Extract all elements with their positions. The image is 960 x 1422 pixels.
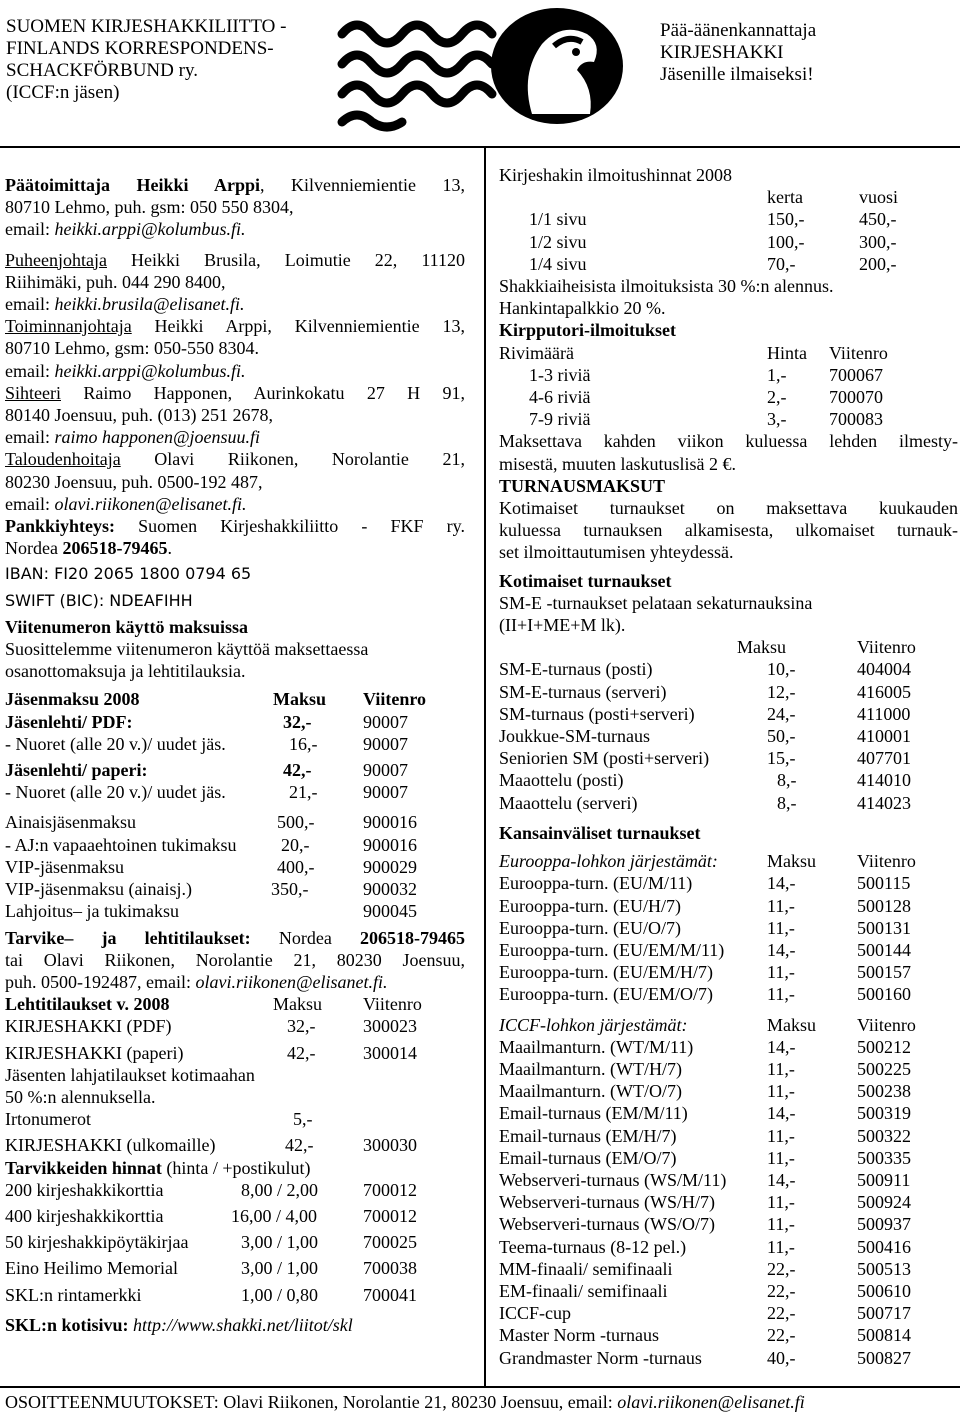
supplies-row: 200 kirjeshakkikorttia 8,00 / 2,00 700012 <box>5 1179 417 1200</box>
iccf-row: Teema-turnaus (8-12 pel.) 11,- 500416 <box>499 1236 911 1257</box>
membership-header: Jäsenmaksu 2008 Maksu Viitenro <box>5 689 426 710</box>
ad-note2: Hankintapalkkio 20 %. <box>499 298 666 319</box>
membership-row: Lahjoitus– ja tukimaksu 900045 <box>5 901 417 922</box>
supplies-row: 50 kirjeshakkipöytäkirjaa 3,00 / 1,00 700025 <box>5 1232 417 1253</box>
ad-title: Kirjeshakin ilmoitushinnat 2008 <box>499 165 732 185</box>
subs-row: KIRJESHAKKI (paperi) 42,- 300014 <box>5 1042 417 1063</box>
domestic-header: Maksu Viitenro <box>737 637 916 658</box>
exec-role: Toiminnanjohtaja <box>5 316 132 337</box>
europe-row: Eurooppa-turn. (EU/EM/H/7) 11,- 500157 <box>499 962 911 983</box>
flea-header: Rivimäärä Hinta Viitenro <box>499 342 888 363</box>
domestic-row: Maaottelu (posti) 8,- 414010 <box>499 770 911 791</box>
treasurer-line1: Taloudenhoitaja Olavi Riikonen, Norolantie 21, <box>5 449 465 470</box>
iccf-row: ICCF-cup 22,- 500717 <box>499 1303 911 1324</box>
tournament-fees-title: TURNAUSMAKSUT <box>499 475 666 496</box>
left-column <box>5 174 465 1336</box>
flea-note2: misestä, muuten laskutuslisä 2 €. <box>499 453 736 474</box>
exec-email-line: email: heikki.arppi@kolumbus.fi. <box>5 360 246 381</box>
editor-role: Päätoimittaja Heikki Arppi <box>5 175 261 195</box>
orders-line3: puh. 0500-192487, email: olavi.riikonen@elisanet.fi. <box>5 971 388 992</box>
iccf-row: Maailmanturn. (WT/O/7) 11,- 500238 <box>499 1081 911 1102</box>
chair-line2: Riihimäki, puh. 044 290 8400, <box>5 271 226 292</box>
column-divider <box>484 148 486 1386</box>
chair-email[interactable]: heikki.brusila@elisanet.fi. <box>54 294 245 315</box>
publication-line: KIRJESHAKKI <box>660 42 784 63</box>
secretary-email-line: email: raimo happonen@joensuu.fi <box>5 427 261 448</box>
iccf-row: MM-finaali/ semifinaali 22,- 500513 <box>499 1258 911 1279</box>
iccf-row: EM-finaali/ semifinaali 22,- 500610 <box>499 1280 911 1301</box>
ad-row: 1/4 sivu 70,- 200,- <box>529 253 897 274</box>
publication-line: Pää-äänenkannattaja <box>660 20 817 41</box>
treasurer-email[interactable]: olavi.riikonen@elisanet.fi. <box>54 493 247 514</box>
orders-email[interactable]: olavi.riikonen@elisanet.fi. <box>195 971 388 992</box>
secretary-email[interactable]: raimo happonen@joensuu.fi <box>54 427 261 448</box>
domestic-row: Maaottelu (serveri) 8,- 414023 <box>499 792 911 813</box>
knight-logo <box>332 4 632 132</box>
org-name-line: FINLANDS KORRESPONDENS- <box>6 38 274 59</box>
international-title: Kansainväliset turnaukset <box>499 822 701 843</box>
reference-title: Viitenumeron käyttö maksuissa <box>5 616 249 637</box>
membership-row: VIP-jäsenmaksu 400,- 900029 <box>5 856 417 877</box>
europe-row: Eurooppa-turn. (EU/M/11) 14,- 500115 <box>499 873 911 894</box>
membership-row: Jäsenlehti/ PDF: 32,- 90007 <box>5 711 408 732</box>
homepage-link[interactable]: http://www.shakki.net/liitot/skl <box>128 1314 353 1335</box>
flea-row: 4-6 riviä 2,- 700070 <box>529 387 883 408</box>
abroad-row: KIRJESHAKKI (ulkomaille) 42,- 300030 <box>5 1135 417 1156</box>
treasurer-line2: 80230 Joensuu, puh. 0500-192 487, <box>5 471 263 492</box>
subs-row: KIRJESHAKKI (PDF) 32,- 300023 <box>5 1016 417 1037</box>
reference-text2: osanottomaksuja ja lehtitilauksia. <box>5 661 246 682</box>
iccf-row: Webserveri-turnaus (WS/H/7) 11,- 500924 <box>499 1192 911 1213</box>
bank-label: Pankkiyhteys: <box>5 516 116 537</box>
right-column <box>499 164 958 1369</box>
publication-line: Jäsenille ilmaiseksi! <box>660 64 814 85</box>
tournament-text1: Kotimaiset turnaukset on maksettava kuukauden <box>499 498 958 519</box>
domestic-row: Joukkue-SM-turnaus 50,- 410001 <box>499 726 911 747</box>
orders-line2: tai Olavi Riikonen, Norolantie 21, 80230 Joensuu, <box>5 949 465 970</box>
treasurer-role: Taloudenhoitaja <box>5 449 121 470</box>
europe-row: Eurooppa-turn. (EU/O/7) 11,- 500131 <box>499 917 911 938</box>
secretary-line1: Sihteeri Raimo Happonen, Aurinkokatu 27 H 91, <box>5 382 465 403</box>
reference-text1: Suosittelemme viitenumeron käyttöä maksettaessa <box>5 639 369 660</box>
ad-row: 1/2 sivu 100,- 300,- <box>529 231 897 252</box>
exec-email[interactable]: heikki.arppi@kolumbus.fi. <box>54 360 246 381</box>
swift: SWIFT (BIC): NDEAFIHH <box>5 590 193 610</box>
iccf-row: Email-turnaus (EM/M/11) 14,- 500319 <box>499 1103 911 1124</box>
tournament-text3: set ilmoittautumisen yhteydessä. <box>499 542 734 563</box>
supplies-row: 400 kirjeshakkikorttia 16,00 / 4,00 700012 <box>5 1205 417 1226</box>
subs-header: Lehtitilaukset v. 2008 Maksu Viitenro <box>5 994 422 1015</box>
tournament-text2: kuluessa turnauksen alkamisesta, ulkomaiset turnauk- <box>499 520 958 541</box>
membership-row: Ainaisjäsenmaksu 500,- 900016 <box>5 812 417 833</box>
supplies-row: SKL:n rintamerkki 1,00 / 0,80 700041 <box>5 1284 417 1305</box>
exec-line2: 80710 Lehmo, gsm: 050-550 8304. <box>5 338 259 359</box>
org-name <box>6 16 286 104</box>
address-change-footer: OSOITTEENMUUTOKSET: Olavi Riikonen, Norolantie 21, 80230 Joensuu, email: olavi.riikonen@elisanet.fi <box>5 1392 805 1412</box>
chair-email-line: email: heikki.brusila@elisanet.fi. <box>5 294 245 315</box>
europe-header: Eurooppa-lohkon järjestämät: Maksu Viitenro <box>499 851 916 872</box>
org-name-line: SCHACKFÖRBUND ry. <box>6 60 198 81</box>
iccf-header: ICCF-lohkon järjestämät: Maksu Viitenro <box>499 1014 916 1035</box>
iccf-row: Maailmanturn. (WT/H/7) 11,- 500225 <box>499 1058 911 1079</box>
gift-line1: Jäsenten lahjatilaukset kotimaahan <box>5 1064 255 1085</box>
iccf-row: Email-turnaus (EM/O/7) 11,- 500335 <box>499 1147 911 1168</box>
bank-account: 206518-79465 <box>62 538 168 559</box>
flea-row: 7-9 riviä 3,- 700083 <box>529 409 883 430</box>
ad-row: 1/1 sivu 150,- 450,- <box>529 209 897 230</box>
publication-info <box>660 20 816 86</box>
org-name-line: (ICCF:n jäsen) <box>6 82 120 103</box>
ad-note1: Shakkiaiheisista ilmoituksista 30 %:n alennus. <box>499 276 834 297</box>
secretary-line2: 80140 Joensuu, puh. (013) 251 2678, <box>5 405 273 426</box>
org-name-line: SUOMEN KIRJESHAKKILIITTO - <box>6 16 287 37</box>
membership-row: - Nuoret (alle 20 v.)/ uudet jäs. 16,- 90007 <box>5 733 408 754</box>
chair-role: Puheenjohtaja <box>5 249 107 270</box>
flea-title: Kirpputori-ilmoitukset <box>499 320 677 341</box>
single-issue-row: Irtonumerot 5,- <box>5 1109 313 1130</box>
treasurer-email-line: email: olavi.riikonen@elisanet.fi. <box>5 493 247 514</box>
chair-line1: Puheenjohtaja Heikki Brusila, Loimutie 22, 11120 <box>5 249 465 270</box>
domestic-text1: SM-E -turnaukset pelataan sekaturnauksina <box>499 592 813 613</box>
domestic-row: SM-E-turnaus (posti) 10,- 404004 <box>499 659 911 680</box>
homepage-line: SKL:n kotisivu: http://www.shakki.net/liitot/skl <box>5 1314 353 1335</box>
europe-row: Eurooppa-turn. (EU/H/7) 11,- 500128 <box>499 895 911 916</box>
editor-line1: Päätoimittaja Heikki Arppi, Kilvenniemientie 13, <box>5 175 465 195</box>
gift-line2: 50 %:n alennuksella. <box>5 1086 156 1107</box>
iccf-row: Webserveri-turnaus (WS/O/7) 11,- 500937 <box>499 1214 911 1235</box>
editor-email-line: email: heikki.arppi@kolumbus.fi. <box>5 219 246 240</box>
iccf-row: Webserveri-turnaus (WS/M/11) 14,- 500911 <box>499 1169 911 1190</box>
exec-line1: Toiminnanjohtaja Heikki Arppi, Kilvenniemientie 13, <box>5 316 465 337</box>
iccf-row: Email-turnaus (EM/H/7) 11,- 500322 <box>499 1125 911 1146</box>
bank-line1: Pankkiyhteys: Suomen Kirjeshakkiliitto - FKF ry. <box>5 516 465 537</box>
ad-header: kerta vuosi <box>767 187 899 208</box>
bank-line2: Nordea 206518-79465. <box>5 538 172 559</box>
supplies-row: Eino Heilimo Memorial 3,00 / 1,00 700038 <box>5 1258 417 1279</box>
flea-row: 1-3 riviä 1,- 700067 <box>529 364 883 385</box>
domestic-row: SM-turnaus (posti+serveri) 24,- 411000 <box>499 703 911 724</box>
domestic-text2: (II+I+ME+M lk). <box>499 615 626 636</box>
membership-row: Jäsenlehti/ paperi: 42,- 90007 <box>5 760 408 781</box>
membership-row: - Nuoret (alle 20 v.)/ uudet jäs. 21,- 90007 <box>5 782 408 803</box>
supplies-title-line: Tarvikkeiden hinnat (hinta / +postikulut) <box>5 1157 311 1178</box>
europe-row: Eurooppa-turn. (EU/EM/O/7) 11,- 500160 <box>499 984 911 1005</box>
iccf-row: Maailmanturn. (WT/M/11) 14,- 500212 <box>499 1036 911 1057</box>
editor-line2: 80710 Lehmo, puh. gsm: 050 550 8304, <box>5 197 294 218</box>
orders-label: Tarvike– ja lehtitilaukset: <box>5 927 251 948</box>
membership-row: VIP-jäsenmaksu (ainaisj.) 350,- 900032 <box>5 879 417 900</box>
knight-logo-graphic <box>332 4 632 132</box>
flea-note1: Maksettava kahden viikon kuluessa lehden ilmesty- <box>499 431 958 452</box>
secretary-role: Sihteeri <box>5 382 61 403</box>
editor-email[interactable]: heikki.arppi@kolumbus.fi. <box>54 219 246 240</box>
domestic-row: SM-E-turnaus (serveri) 12,- 416005 <box>499 681 911 702</box>
membership-row: - AJ:n vapaaehtoinen tukimaksu 20,- 900016 <box>5 834 417 855</box>
iccf-row: Grandmaster Norm -turnaus 40,- 500827 <box>499 1347 911 1368</box>
domestic-row: Seniorien SM (posti+serveri) 15,- 407701 <box>499 748 911 769</box>
iccf-row: Master Norm -turnaus 22,- 500814 <box>499 1325 911 1346</box>
iban: IBAN: FI20 2065 1800 0794 65 <box>5 564 252 584</box>
domestic-title: Kotimaiset turnaukset <box>499 570 672 591</box>
top-divider <box>0 146 960 148</box>
bottom-divider <box>0 1386 960 1388</box>
europe-row: Eurooppa-turn. (EU/EM/M/11) 14,- 500144 <box>499 939 911 960</box>
orders-line1: Tarvike– ja lehtitilaukset: Nordea 206518-79465 <box>5 927 465 948</box>
footer-email[interactable]: olavi.riikonen@elisanet.fi <box>617 1392 805 1412</box>
